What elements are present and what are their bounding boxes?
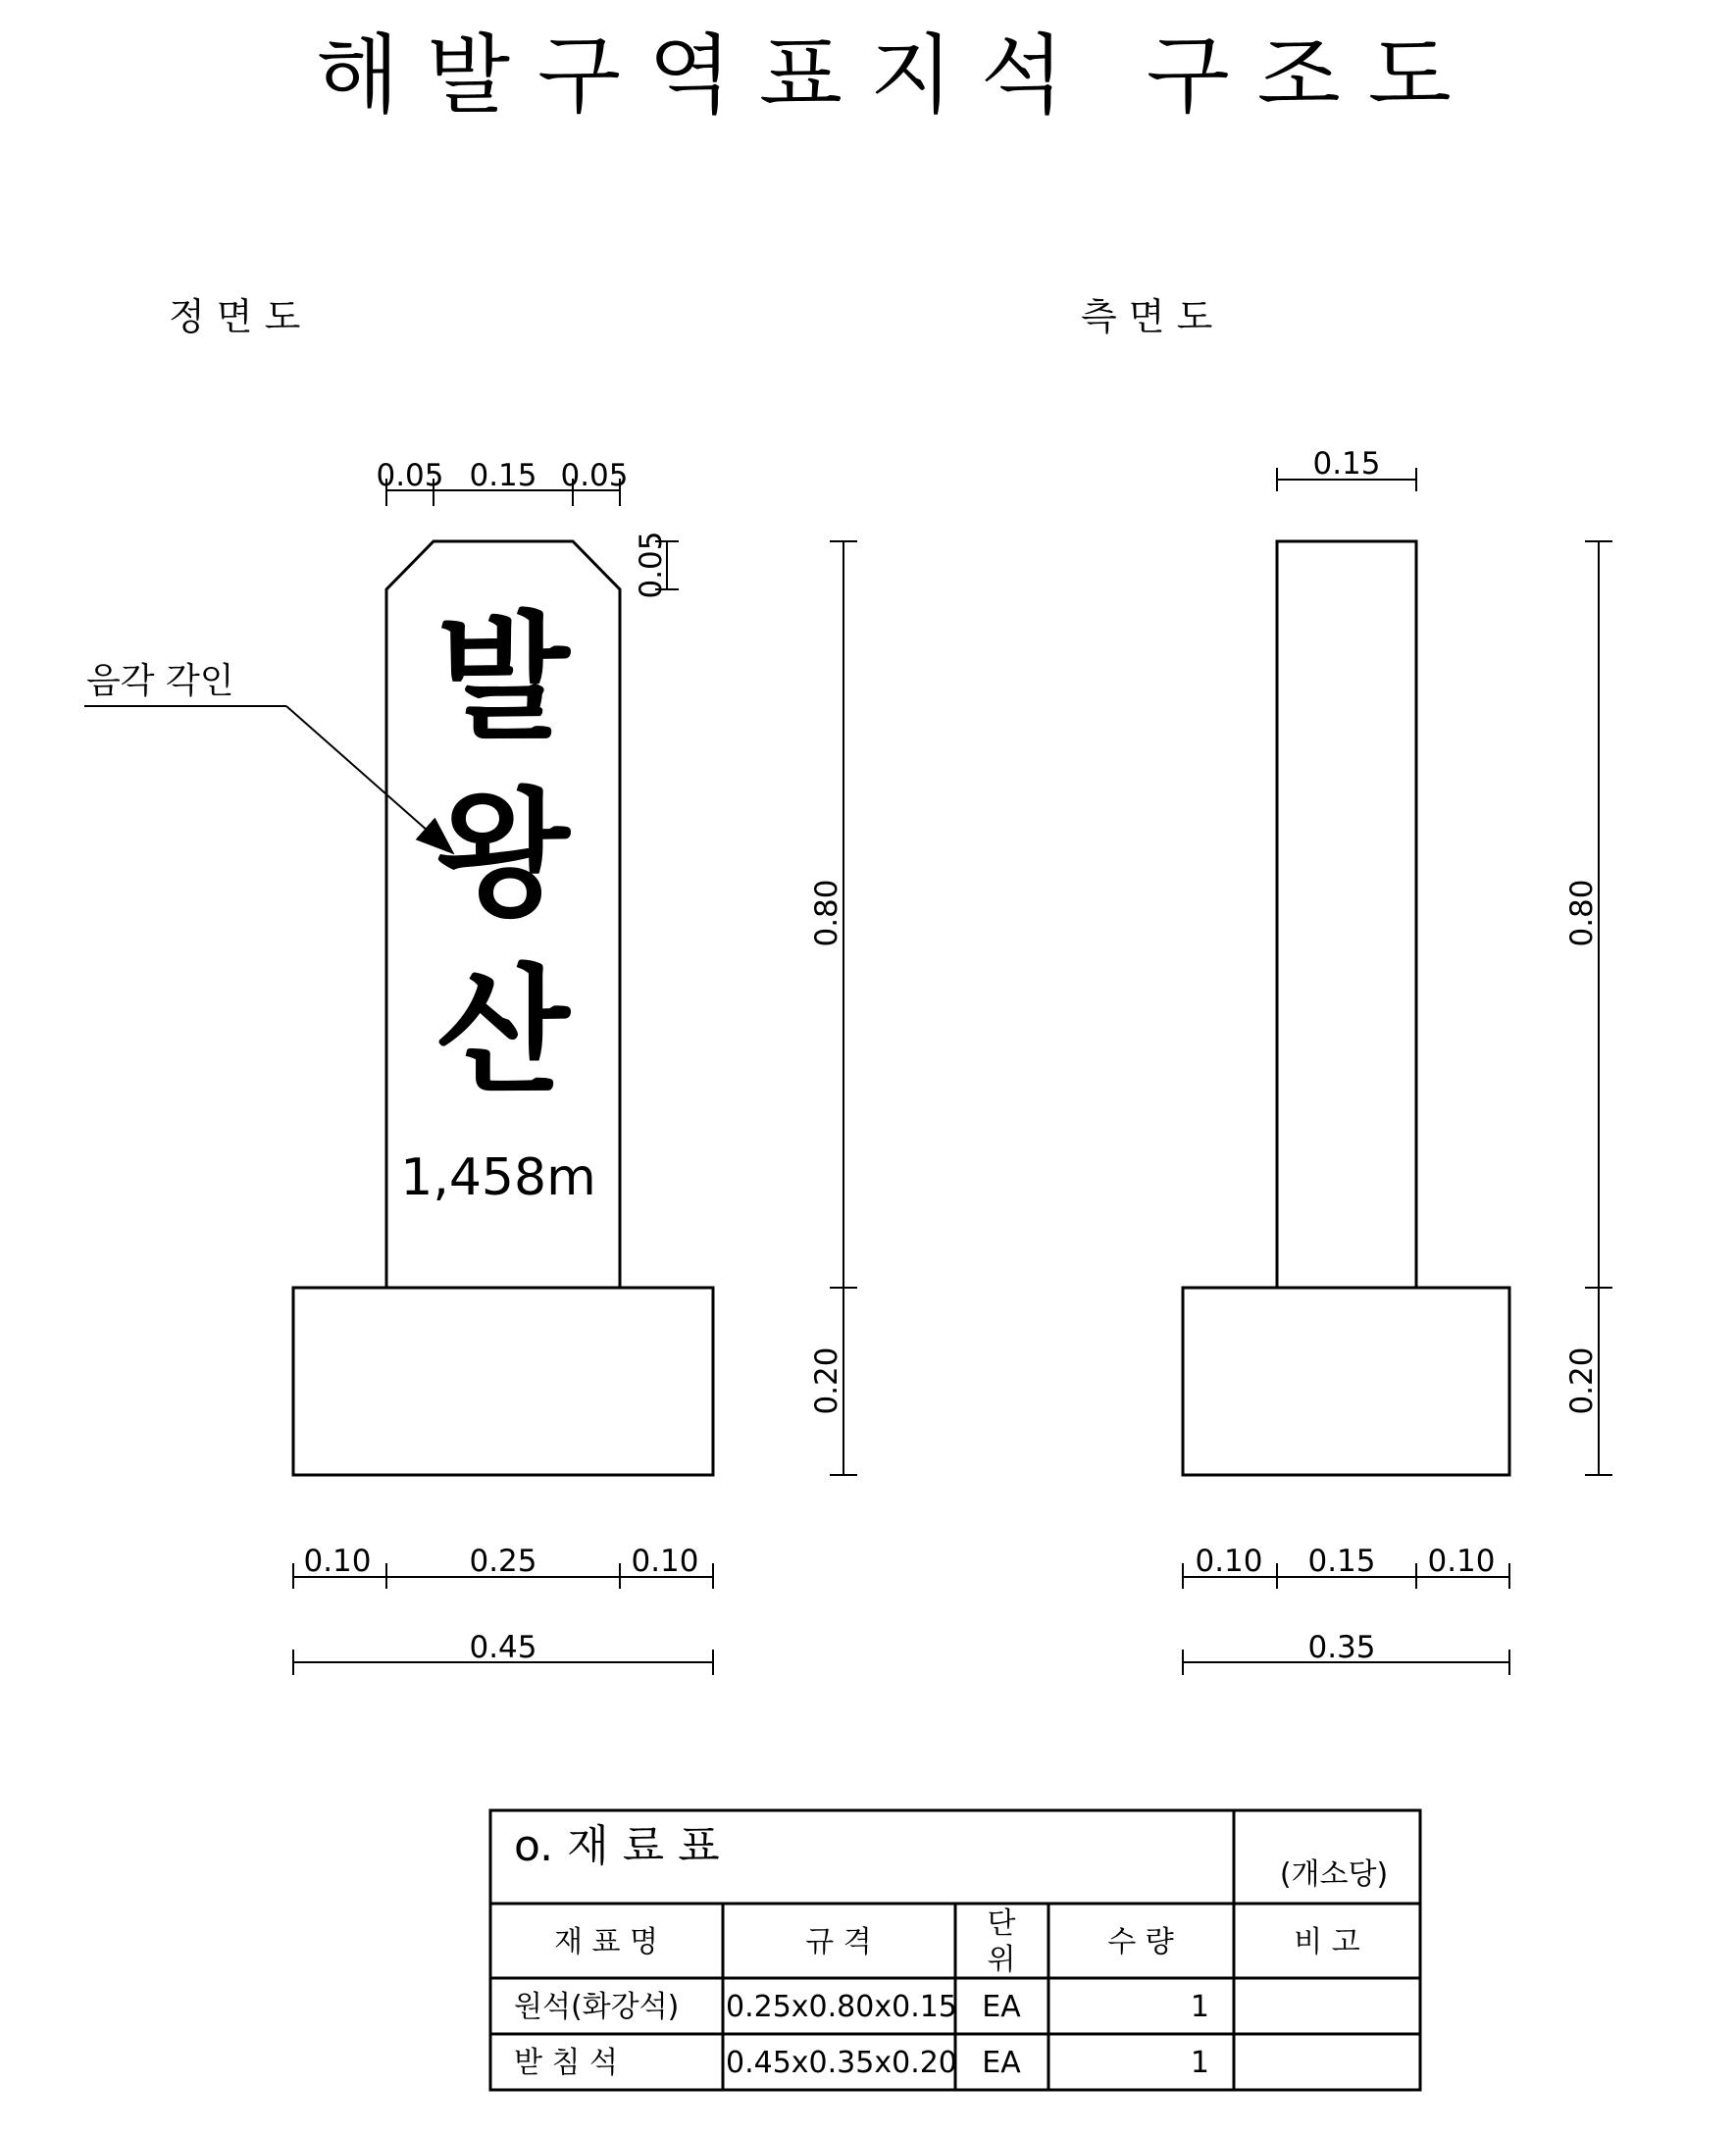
header-unit-bottom: 위 [987,1943,1016,1977]
elevation-text: 1,458m [400,1148,596,1207]
table-row [514,2046,1209,2080]
callout-label: 음각 각인 [86,661,234,701]
materials-table [490,1810,1420,2090]
front-total-width: 0.45 [469,1630,537,1665]
side-base-dim-right: 0.10 [1427,1544,1496,1579]
table-title: o. 재 료 표 [514,1821,720,1871]
side-base-dim-left: 0.10 [1195,1544,1263,1579]
side-view [1183,446,1612,1675]
header-qty: 수 량 [1107,1925,1174,1959]
chamfer-dim: 0.05 [634,531,669,599]
front-base-dim-right: 0.10 [631,1544,699,1579]
row-name: 받 침 석 [514,2046,619,2080]
drawing-title: 해 발 구 역 표 지 석 구 조 도 [316,25,1452,126]
front-view [84,458,857,1675]
front-base [293,1288,713,1475]
front-view-label: 정 면 도 [169,295,301,338]
row-qty: 1 [1190,1990,1209,2024]
top-dim-right: 0.05 [560,458,629,493]
engraved-char-2: 왕 [436,776,570,936]
header-remark: 비 고 [1294,1925,1360,1959]
table-unit-note: (개소당) [1279,1857,1389,1892]
callout-leader [286,706,453,853]
header-name: 재 표 명 [553,1925,659,1959]
front-height-base: 0.20 [809,1346,844,1415]
row-spec: 0.45x0.35x0.20 [726,2046,957,2080]
side-top-dim: 0.15 [1312,446,1381,482]
header-spec: 규 격 [805,1925,872,1959]
side-height-base: 0.20 [1564,1346,1600,1415]
header-unit-top: 단 [987,1906,1016,1941]
side-stone-body [1277,541,1416,1288]
engraved-char-1: 발 [436,599,570,759]
row-unit: EA [982,1990,1021,2024]
row-qty: 1 [1190,2046,1209,2080]
front-height-upper: 0.80 [809,879,844,947]
row-name: 원석(화강석) [514,1990,680,2024]
front-base-dim-center: 0.25 [469,1544,537,1579]
front-base-dim-left: 0.10 [303,1544,372,1579]
top-dim-center: 0.15 [469,458,537,493]
side-base-dim-center: 0.15 [1307,1544,1376,1579]
side-base [1183,1288,1509,1475]
side-total-width: 0.35 [1307,1630,1376,1665]
side-view-label: 측 면 도 [1081,295,1213,338]
row-spec: 0.25x0.80x0.15 [726,1990,957,2024]
table-row [514,1990,1209,2024]
side-height-upper: 0.80 [1564,879,1600,947]
top-dim-left: 0.05 [376,458,444,493]
engraved-char-3: 산 [436,952,570,1112]
row-unit: EA [982,2046,1021,2080]
